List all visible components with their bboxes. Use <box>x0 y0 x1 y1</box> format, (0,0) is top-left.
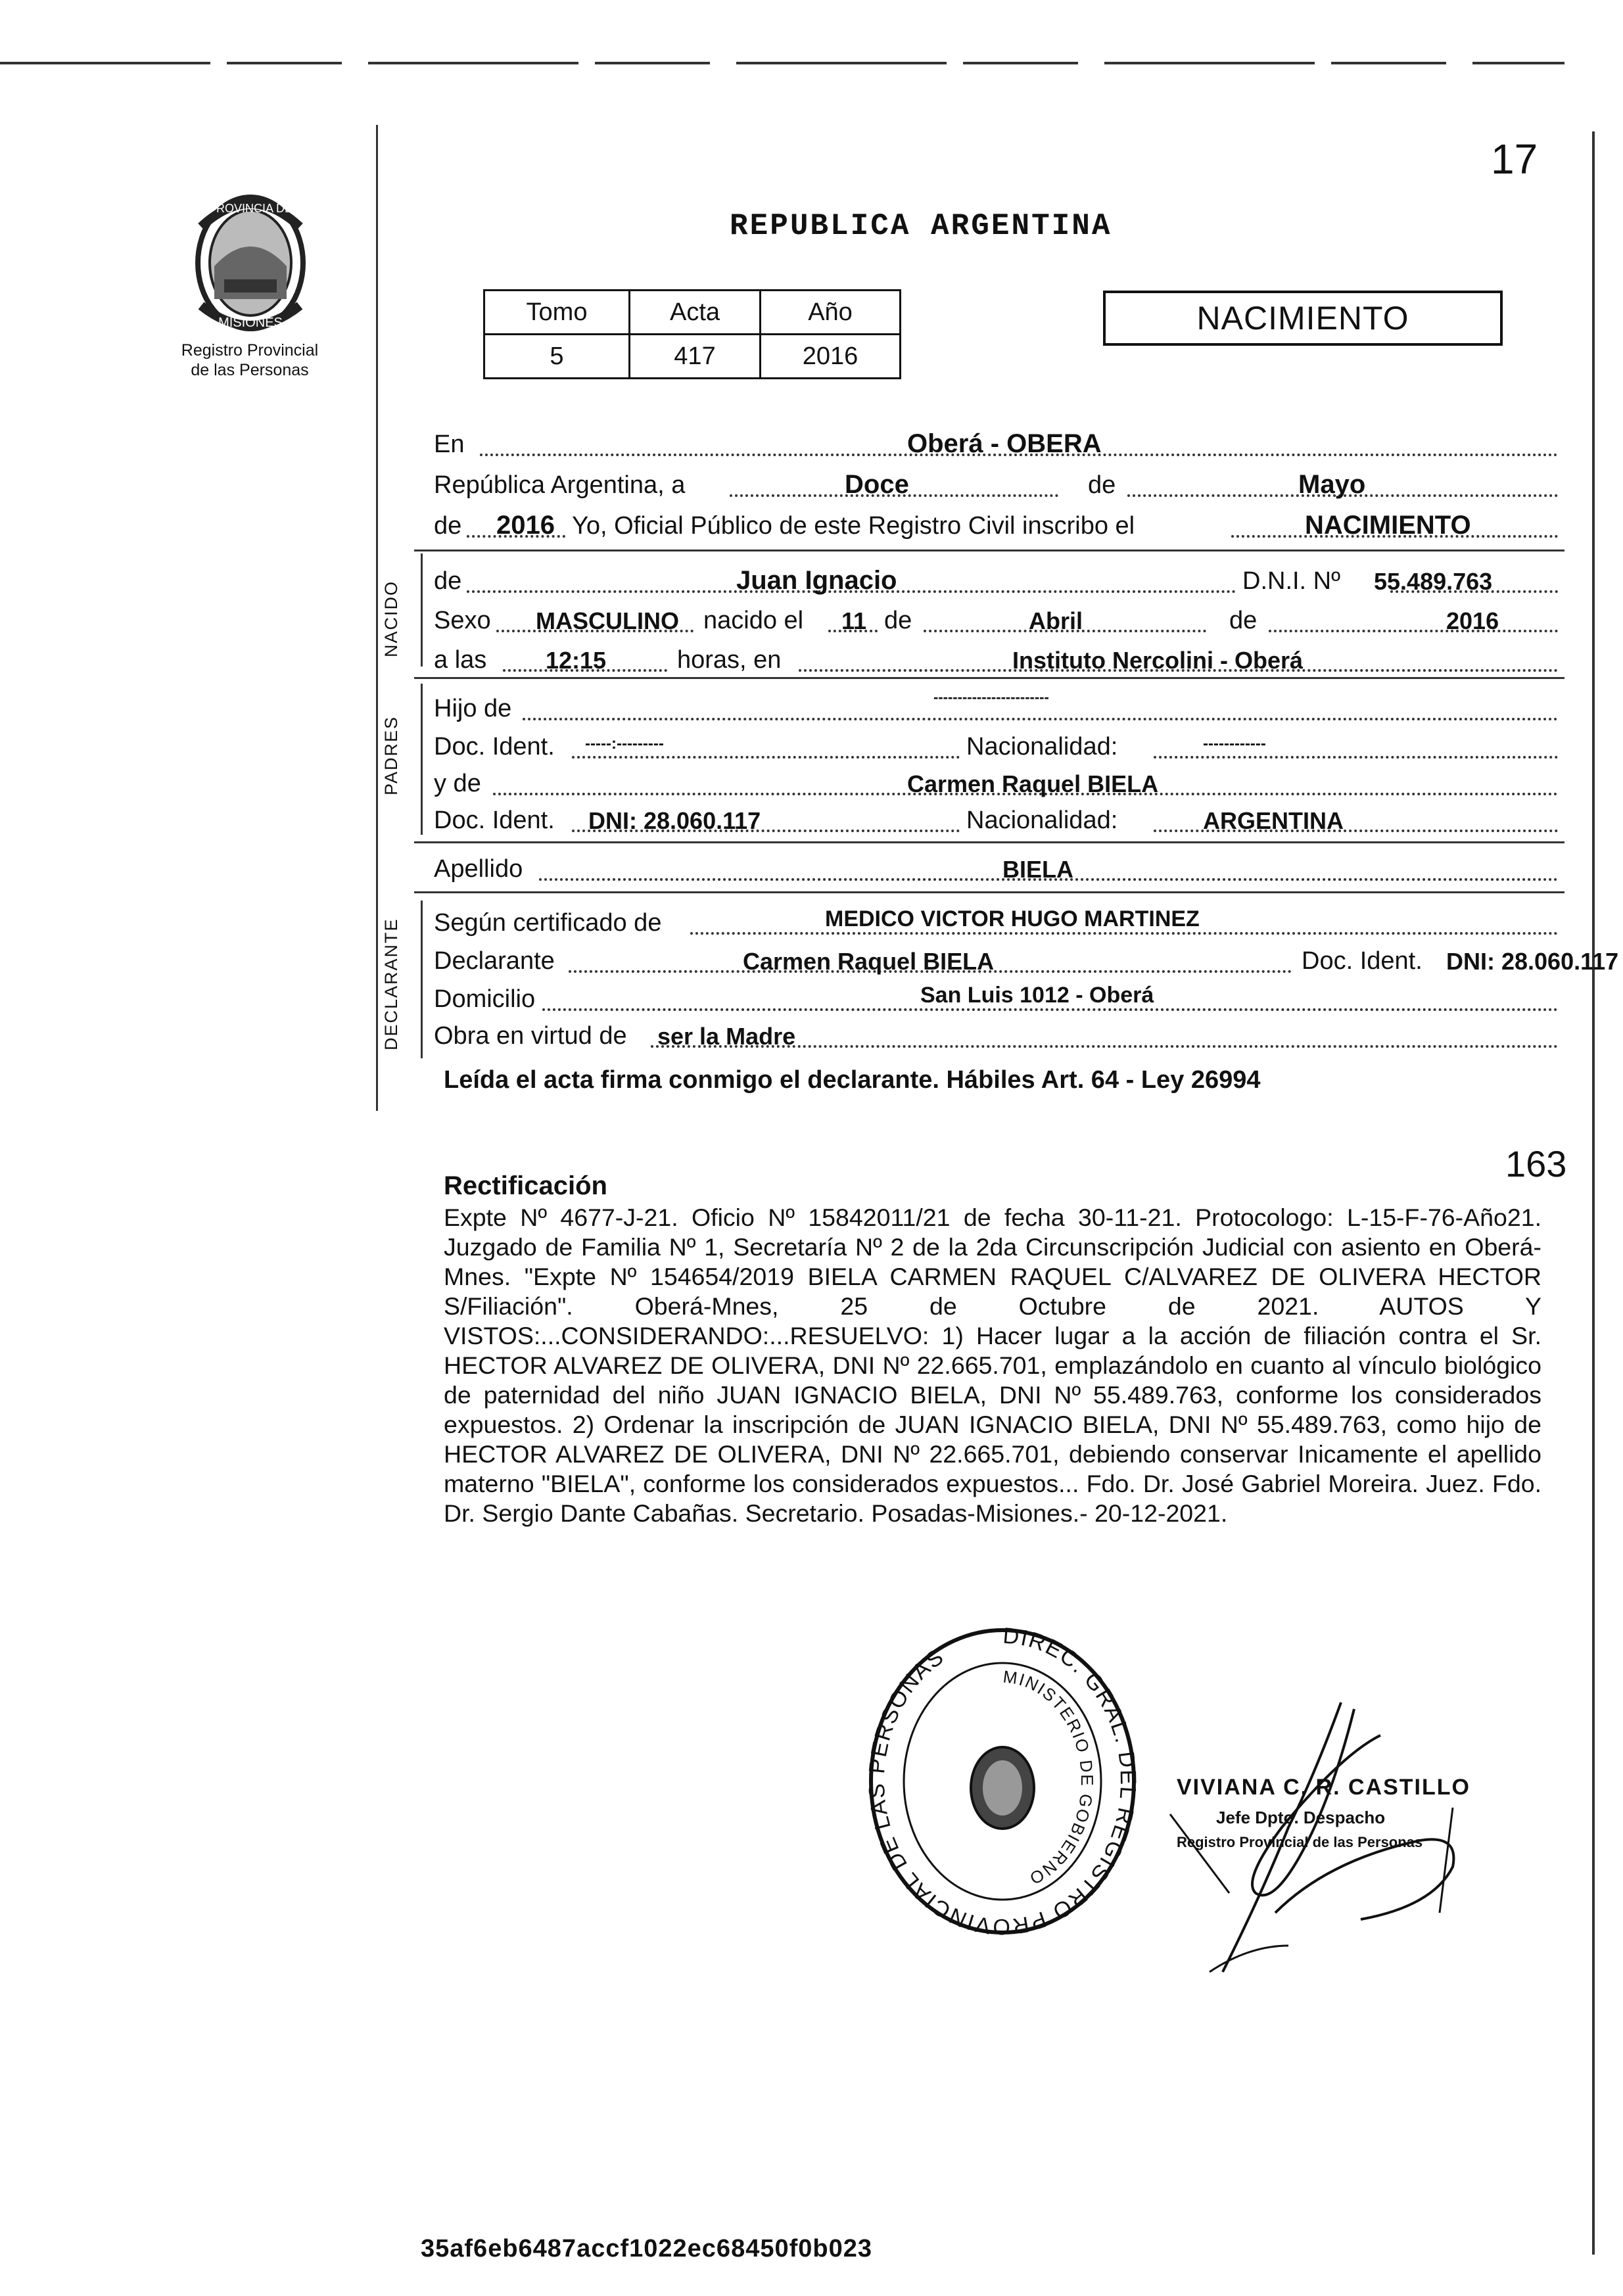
left-margin-line <box>376 125 378 1111</box>
declarante-section-label: DECLARANTE <box>381 918 401 1050</box>
father-nacionalidad: ------------ <box>1203 735 1266 753</box>
separator-1 <box>414 550 1564 551</box>
obra-row <box>431 1019 1561 1053</box>
declarante-doc-label: Doc. Ident. <box>1302 947 1423 975</box>
birth-place: Instituto Nercolini - Oberá <box>1012 647 1304 674</box>
logo-caption <box>151 340 348 380</box>
father-doc: -----:--------- <box>585 735 664 753</box>
page-number: 17 <box>1491 135 1538 183</box>
birth-de3-label: de <box>1229 607 1258 634</box>
seal-outer-text: DIREC. GRAL. DEL REGISTRO PROVINCIAL DE LAS PERSONAS <box>864 1623 1141 1939</box>
birth-de-label: de <box>884 607 912 634</box>
birth-month: Abril <box>1029 607 1083 634</box>
hijo-de-label: Hijo de <box>434 695 512 722</box>
padres-section-label: PADRES <box>381 715 401 795</box>
separator-2 <box>414 677 1564 679</box>
mother-doc-row <box>431 803 1561 837</box>
cert-label: Según certificado de <box>434 909 662 937</box>
nacido-dni-label: D.N.I. Nº <box>1242 567 1340 595</box>
act-registered: NACIMIENTO <box>1305 511 1471 540</box>
date-month: Mayo <box>1298 470 1366 499</box>
mother-row <box>431 766 1561 801</box>
apellido-row <box>431 852 1561 886</box>
official-seal <box>861 1617 1144 1939</box>
place-row <box>431 427 1561 461</box>
birth-time: 12:15 <box>546 647 607 674</box>
rectificacion-body: Expte Nº 4677-J-21. Oficio Nº 15842011/21 de fecha 30-11-21. Protocologo: L-15-F-76-Año21. Juzgado de Familia Nº 1, Secretaría Nº 2 de la 2da Circunscripción Judicial con asiento en Oberá-Mnes. "Expte Nº 154654/2019 BIELA CARMEN RAQUEL C/ALVAREZ DE OLIVERA HECTOR S/Filiación". Oberá-Mnes, 25 de Octubre de 2021. AUTOS Y VISTOS:...CONSIDERANDO:...RESUELVO: 1) Hacer lugar a la acción de filiación contra el Sr. HECTOR ALVAREZ DE OLIVERA, DNI Nº 22.665.701, emplazándolo en cuanto al vínculo biológico de paternidad del niño JUAN IGNACIO BIELA, DNI Nº 55.489.763, conforme los considerados expuestos. 2) Ordenar la inscripción de JUAN IGNACIO BIELA, DNI Nº 55.489.763, como hijo de HECTOR ALVAREZ DE OLIVERA, DNI Nº 22.665.701, debiendo conservar Inicamente el apellido materno "BIELA", conforme los considerados expuestos... Fdo. Dr. José Gabriel Moreira. Juez. Fdo. Dr. Sergio Dante Cabañas. Secretario. Posadas-Misiones.- 20-12-2021. <box>444 1204 1541 1527</box>
date-prefix: República Argentina, a <box>434 471 686 499</box>
date-day: Doce <box>845 470 909 499</box>
registry-acta: 417 <box>630 335 761 379</box>
mother-nacionalidad: ARGENTINA <box>1203 807 1344 834</box>
act-type-box: NACIMIENTO <box>1103 291 1503 346</box>
declarante-row <box>431 944 1619 978</box>
year-row <box>431 509 1561 543</box>
date-row <box>431 468 1561 502</box>
year-value: 2016 <box>496 511 555 540</box>
document-hash: 35af6eb6487accf1022ec68450f0b023 <box>421 2235 872 2262</box>
top-border-line <box>0 62 1564 64</box>
cert-value: MEDICO VICTOR HUGO MARTINEZ <box>825 906 1200 931</box>
separator-4 <box>414 891 1564 893</box>
nacido-name-row <box>431 564 1561 598</box>
horas-label: horas, en <box>677 646 782 674</box>
domicilio-label: Domicilio <box>434 985 536 1013</box>
obra-value: ser la Madre <box>657 1023 796 1050</box>
father-nac-label: Nacionalidad: <box>966 733 1118 761</box>
sexo-value: MASCULINO <box>536 607 679 634</box>
misiones-coat-of-arms-logo <box>188 187 313 339</box>
father-doc-label: Doc. Ident. <box>434 733 555 761</box>
page-number-secondary: 163 <box>1505 1143 1567 1184</box>
registry-header-anio: Año <box>761 291 901 335</box>
year-de-label: de <box>434 512 462 540</box>
apellido-label: Apellido <box>434 855 523 883</box>
nacido-dni: 55.489.763 <box>1374 568 1493 595</box>
rectificacion-title: Rectificación <box>444 1171 607 1200</box>
mother-name: Carmen Raquel BIELA <box>907 770 1159 797</box>
registry-header-tomo: Tomo <box>484 291 630 335</box>
registry-header-row <box>484 291 901 335</box>
registry-tomo: 5 <box>484 335 630 379</box>
birth-day: 11 <box>841 607 867 634</box>
father-row <box>431 691 1561 726</box>
document-title: REPUBLICA ARGENTINA <box>730 209 1112 243</box>
apellido-value: BIELA <box>1002 856 1073 883</box>
registry-table <box>483 289 901 379</box>
nacido-time-row <box>431 643 1561 677</box>
sexo-label: Sexo <box>434 607 491 634</box>
padres-bar <box>421 684 423 835</box>
logo-text-bottom: MISIONES <box>218 316 283 330</box>
signature-stamp-name: VIVIANA C. R. CASTILLO <box>1177 1775 1470 1800</box>
year-text: Yo, Oficial Público de este Registro Civil inscribo el <box>572 512 1135 540</box>
place-value: Oberá - OBERA <box>907 429 1102 458</box>
nacido-de-label: de <box>434 567 462 595</box>
right-border-line <box>1592 131 1595 2255</box>
nacido-bar <box>421 553 423 667</box>
date-de-label: de <box>1088 471 1116 499</box>
declarante-bar <box>421 901 423 1058</box>
mother-doc: DNI: 28.060.117 <box>588 807 761 834</box>
declarante-name: Carmen Raquel BIELA <box>743 948 995 975</box>
logo-caption-line-1: Registro Provincial <box>181 341 319 360</box>
cert-row <box>431 906 1561 940</box>
nacido-name: Juan Ignacio <box>736 566 897 595</box>
declarante-label: Declarante <box>434 947 555 975</box>
domicilio-row <box>431 982 1561 1016</box>
signature-stamp-office: Registro Provincial de las Personas <box>1177 1834 1423 1850</box>
birth-year: 2016 <box>1446 607 1499 634</box>
separator-3 <box>414 841 1564 843</box>
registry-value-row <box>484 335 901 379</box>
mother-nac-label: Nacionalidad: <box>966 807 1118 834</box>
place-label: En <box>434 431 465 458</box>
obra-label: Obra en virtud de <box>434 1022 627 1050</box>
y-de-label: y de <box>434 770 481 797</box>
logo-text-top: PROVINCIA DE <box>208 202 293 215</box>
father-doc-row <box>431 730 1561 764</box>
seal-inner-text: MINISTERIO DE GOBIERNO <box>1002 1666 1097 1890</box>
domicilio-value: San Luis 1012 - Oberá <box>920 983 1154 1008</box>
registry-header-acta: Acta <box>630 291 761 335</box>
mother-doc-label: Doc. Ident. <box>434 807 555 834</box>
nacido-sexo-row <box>431 603 1561 638</box>
father-name: ------------------------ <box>933 689 1049 705</box>
nacido-section-label: NACIDO <box>381 580 401 657</box>
nacido-el-label: nacido el <box>703 607 804 634</box>
declarante-doc: DNI: 28.060.117 <box>1446 948 1619 975</box>
a-las-label: a las <box>434 646 487 674</box>
closing-note: Leída el acta firma conmigo el declarante. Hábiles Art. 64 - Ley 26994 <box>444 1066 1261 1094</box>
signature-stamp-title: Jefe Dpto. Despacho <box>1216 1808 1386 1827</box>
logo-caption-line-2: de las Personas <box>191 361 309 379</box>
registry-anio: 2016 <box>761 335 901 379</box>
